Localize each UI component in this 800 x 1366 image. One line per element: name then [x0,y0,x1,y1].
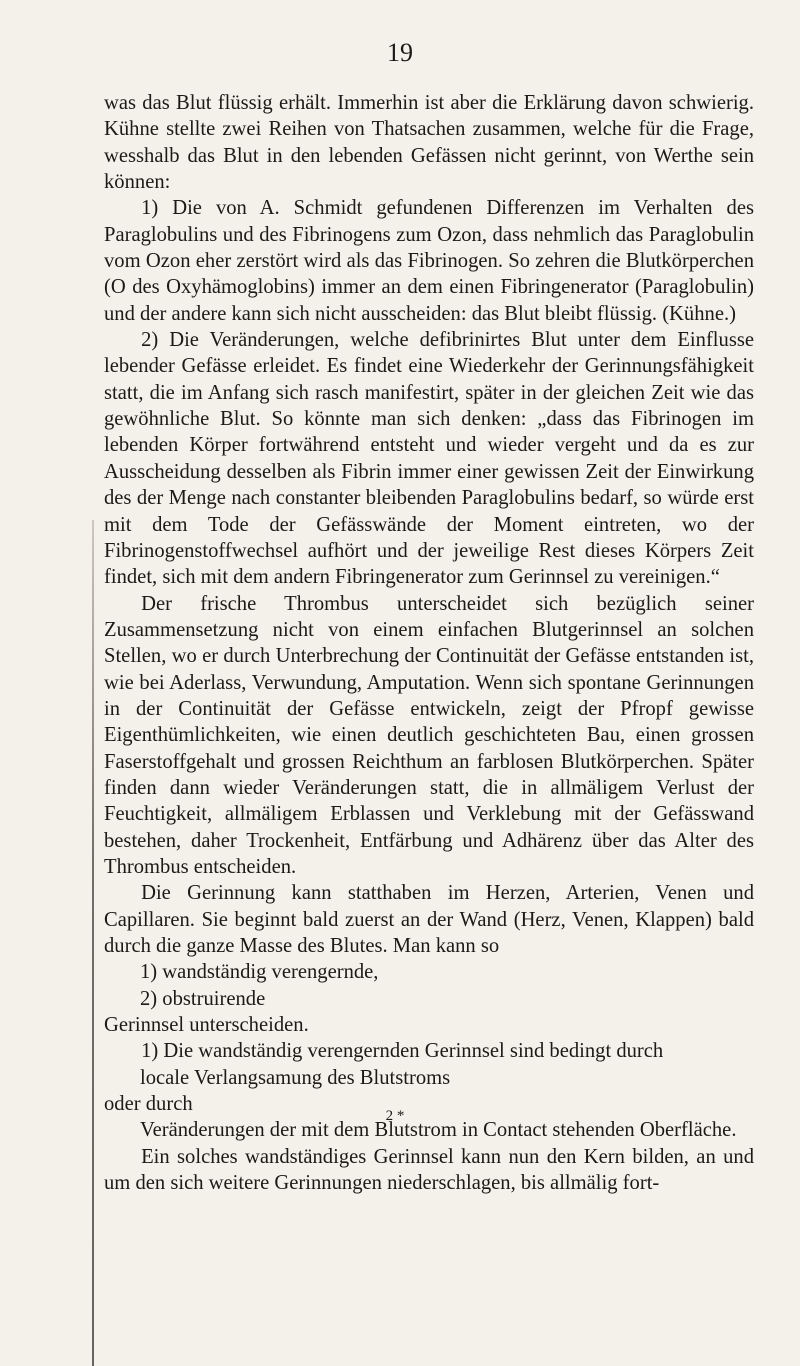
paragraph-point-2: 2) Die Veränderungen, welche defibrinirtes Blut unter dem Einflusse lebender Gefässe erleidet. Es findet eine Wiederkehr der Gerinnungsfähigkeit statt, die im Anfang sich rasch manifestirt, später in der gleichen Zeit wie das gewöhnliche Blut. So könnte man sich denken: „dass das Fibrinogen im lebenden Körper fortwährend entsteht und wieder vergeht und da es zur Ausscheidung desselben als Fibrin immer einer gewissen Zeit der Einwirkung des der Menge nach constanter bleibenden Paraglobulins bedarf, so würde erst mit dem Tode der Gefässwände der Moment eintreten, wo der Fibrinogenstoffwechsel aufhört und der jeweilige Rest dieses Körpers Zeit findet, sich mit dem andern Fibringenerator zum Gerinnsel zu vereinigen.“ [104,329,754,589]
paragraph-thrombus: Der frische Thrombus unterscheidet sich bezüglich seiner Zusammensetzung nicht von einem einfachen Blutgerinnsel an solchen Stellen, wo er durch Unterbrechung der Continuität der Gefässe entstanden ist, wie bei Aderlass, Verwundung, Amputation. Wenn sich spontane Gerinnungen in der Continuität der Gefässe entwickeln, zeigt der Pfropf gewisse Eigenthümlichkeiten, wie einen deutlich geschichteten Bau, einen grossen Faserstoffgehalt und grossen Reichthum an farblosen Blutkörperchen. Später finden dann wieder Veränderungen statt, die in allmäligem Verlust der Feuchtigkeit, allmäligem Erblassen und Verklebung mit der Gefässwand bestehen, daher Trockenheit, Entfärbung und Adhärenz über das Alter des Thrombus entscheiden. [104,592,754,878]
printer-signature: 2 * [385,1108,405,1124]
paragraph-verengernde: 1) Die wandständig verengernden Gerinnsel sind bedingt durch [141,1040,664,1063]
page-number: 19 [387,38,413,67]
paragraph-intro: was das Blut flüssig erhält. Immerhin ist aber die Erklärung davon schwierig. Kühne stellte zwei Reihen von Thatsachen zusammen, welche für die Frage, wesshalb das Blut in den lebenden Gefässen nicht gerinnt, von Werthe sein können: [104,92,754,194]
line-veraenderungen: Veränderungen der mit dem Blutstrom in Contact stehenden Oberfläche. [140,1119,737,1142]
list-item-obstruirende: 2) obstruirende [140,987,266,1010]
paragraph-kern: Ein solches wandständiges Gerinnsel kann nun den Kern bilden, an und um den sich weitere Gerinnungen niederschlagen, bis allmälig fort- [104,1145,754,1195]
binding-shadow [92,520,94,1366]
line-oder-durch: oder durch [104,1093,193,1116]
line-verlangsamung: locale Verlangsamung des Blutstroms [140,1066,451,1089]
paragraph-unterscheiden: Gerinnsel unterscheiden. [104,1014,309,1037]
list-item-wandstaendig: 1) wandständig verengernde, [140,961,379,984]
paragraph-point-1: 1) Die von A. Schmidt gefundenen Differenzen im Verhalten des Paraglobulins und des Fibrinogens zum Ozon, dass nehmlich das Paraglobulin vom Ozon eher zerstört wird als das Fibrinogen. So zehren die Blutkörperchen (O des Oxyhämoglobins) immer an dem einen Fibringenerator (Paraglobulin) und der andere kann sich nicht ausscheiden: das Blut bleibt flüssig. (Kühne.) [104,197,754,325]
body-text [104,90,754,1196]
paragraph-gerinnung: Die Gerinnung kann statthaben im Herzen, Arterien, Venen und Capillaren. Sie beginnt bald zuerst an der Wand (Herz, Venen, Klappen) bald durch die ganze Masse des Blutes. Man kann so [104,882,754,957]
